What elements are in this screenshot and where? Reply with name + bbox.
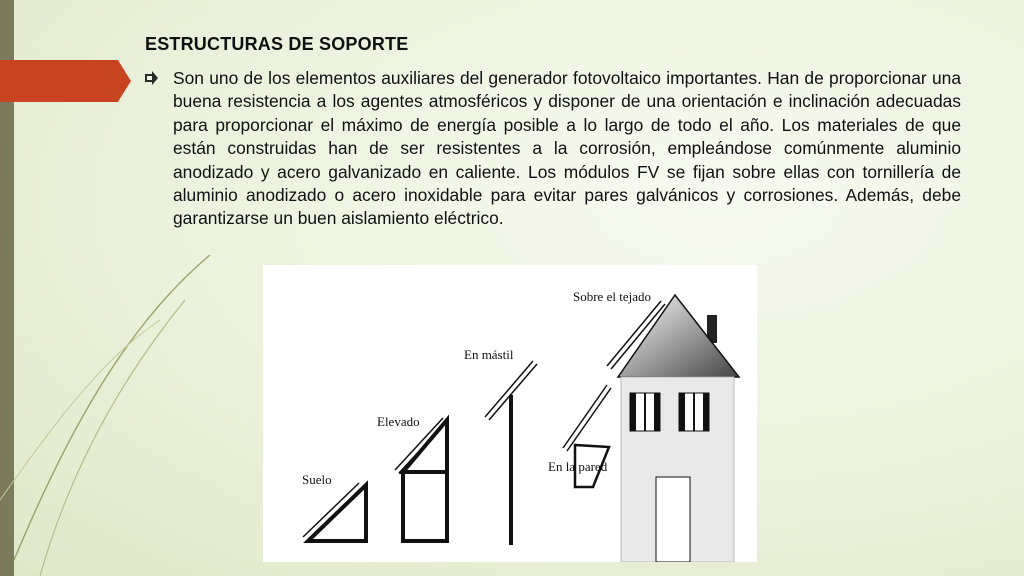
slide-title: ESTRUCTURAS DE SOPORTE [145, 34, 409, 54]
label-tejado: Sobre el tejado [573, 289, 651, 304]
label-mastil: En mástil [464, 347, 514, 362]
mast-mount-drawing [485, 361, 537, 545]
house-drawing [607, 295, 739, 562]
bullet-text: Son uno de los elementos auxiliares del generador fotovoltaico importantes. Han de proporcionar una buena resistencia a los agentes atmosféricos y disponer de una orientación e inclinación adecuadas para proporcionar el máximo de energía posible a lo largo de todo el año. Los materiales de que están construidas han de ser resistentes a la corrosión, empleándose comúnmente aluminio anodizado y acero galvanizado en caliente. Los módulos FV se fijan sobre ellas con tornillería de aluminio anodizado o acero inoxidable para evitar pares galvánicos y corrosiones. Además, debe garantizarse un buen aislamiento eléctrico. [173, 68, 961, 229]
label-pared: En la pared [548, 459, 608, 474]
label-elevado: Elevado [377, 414, 420, 429]
title-arrow-band [0, 60, 131, 102]
label-suelo: Suelo [302, 472, 332, 487]
support-structures-figure [263, 265, 757, 562]
ground-mount-drawing [303, 483, 366, 541]
structures-drawing [263, 265, 757, 562]
elevated-mount-drawing [395, 418, 447, 541]
arrow-bullet-icon [143, 70, 159, 86]
